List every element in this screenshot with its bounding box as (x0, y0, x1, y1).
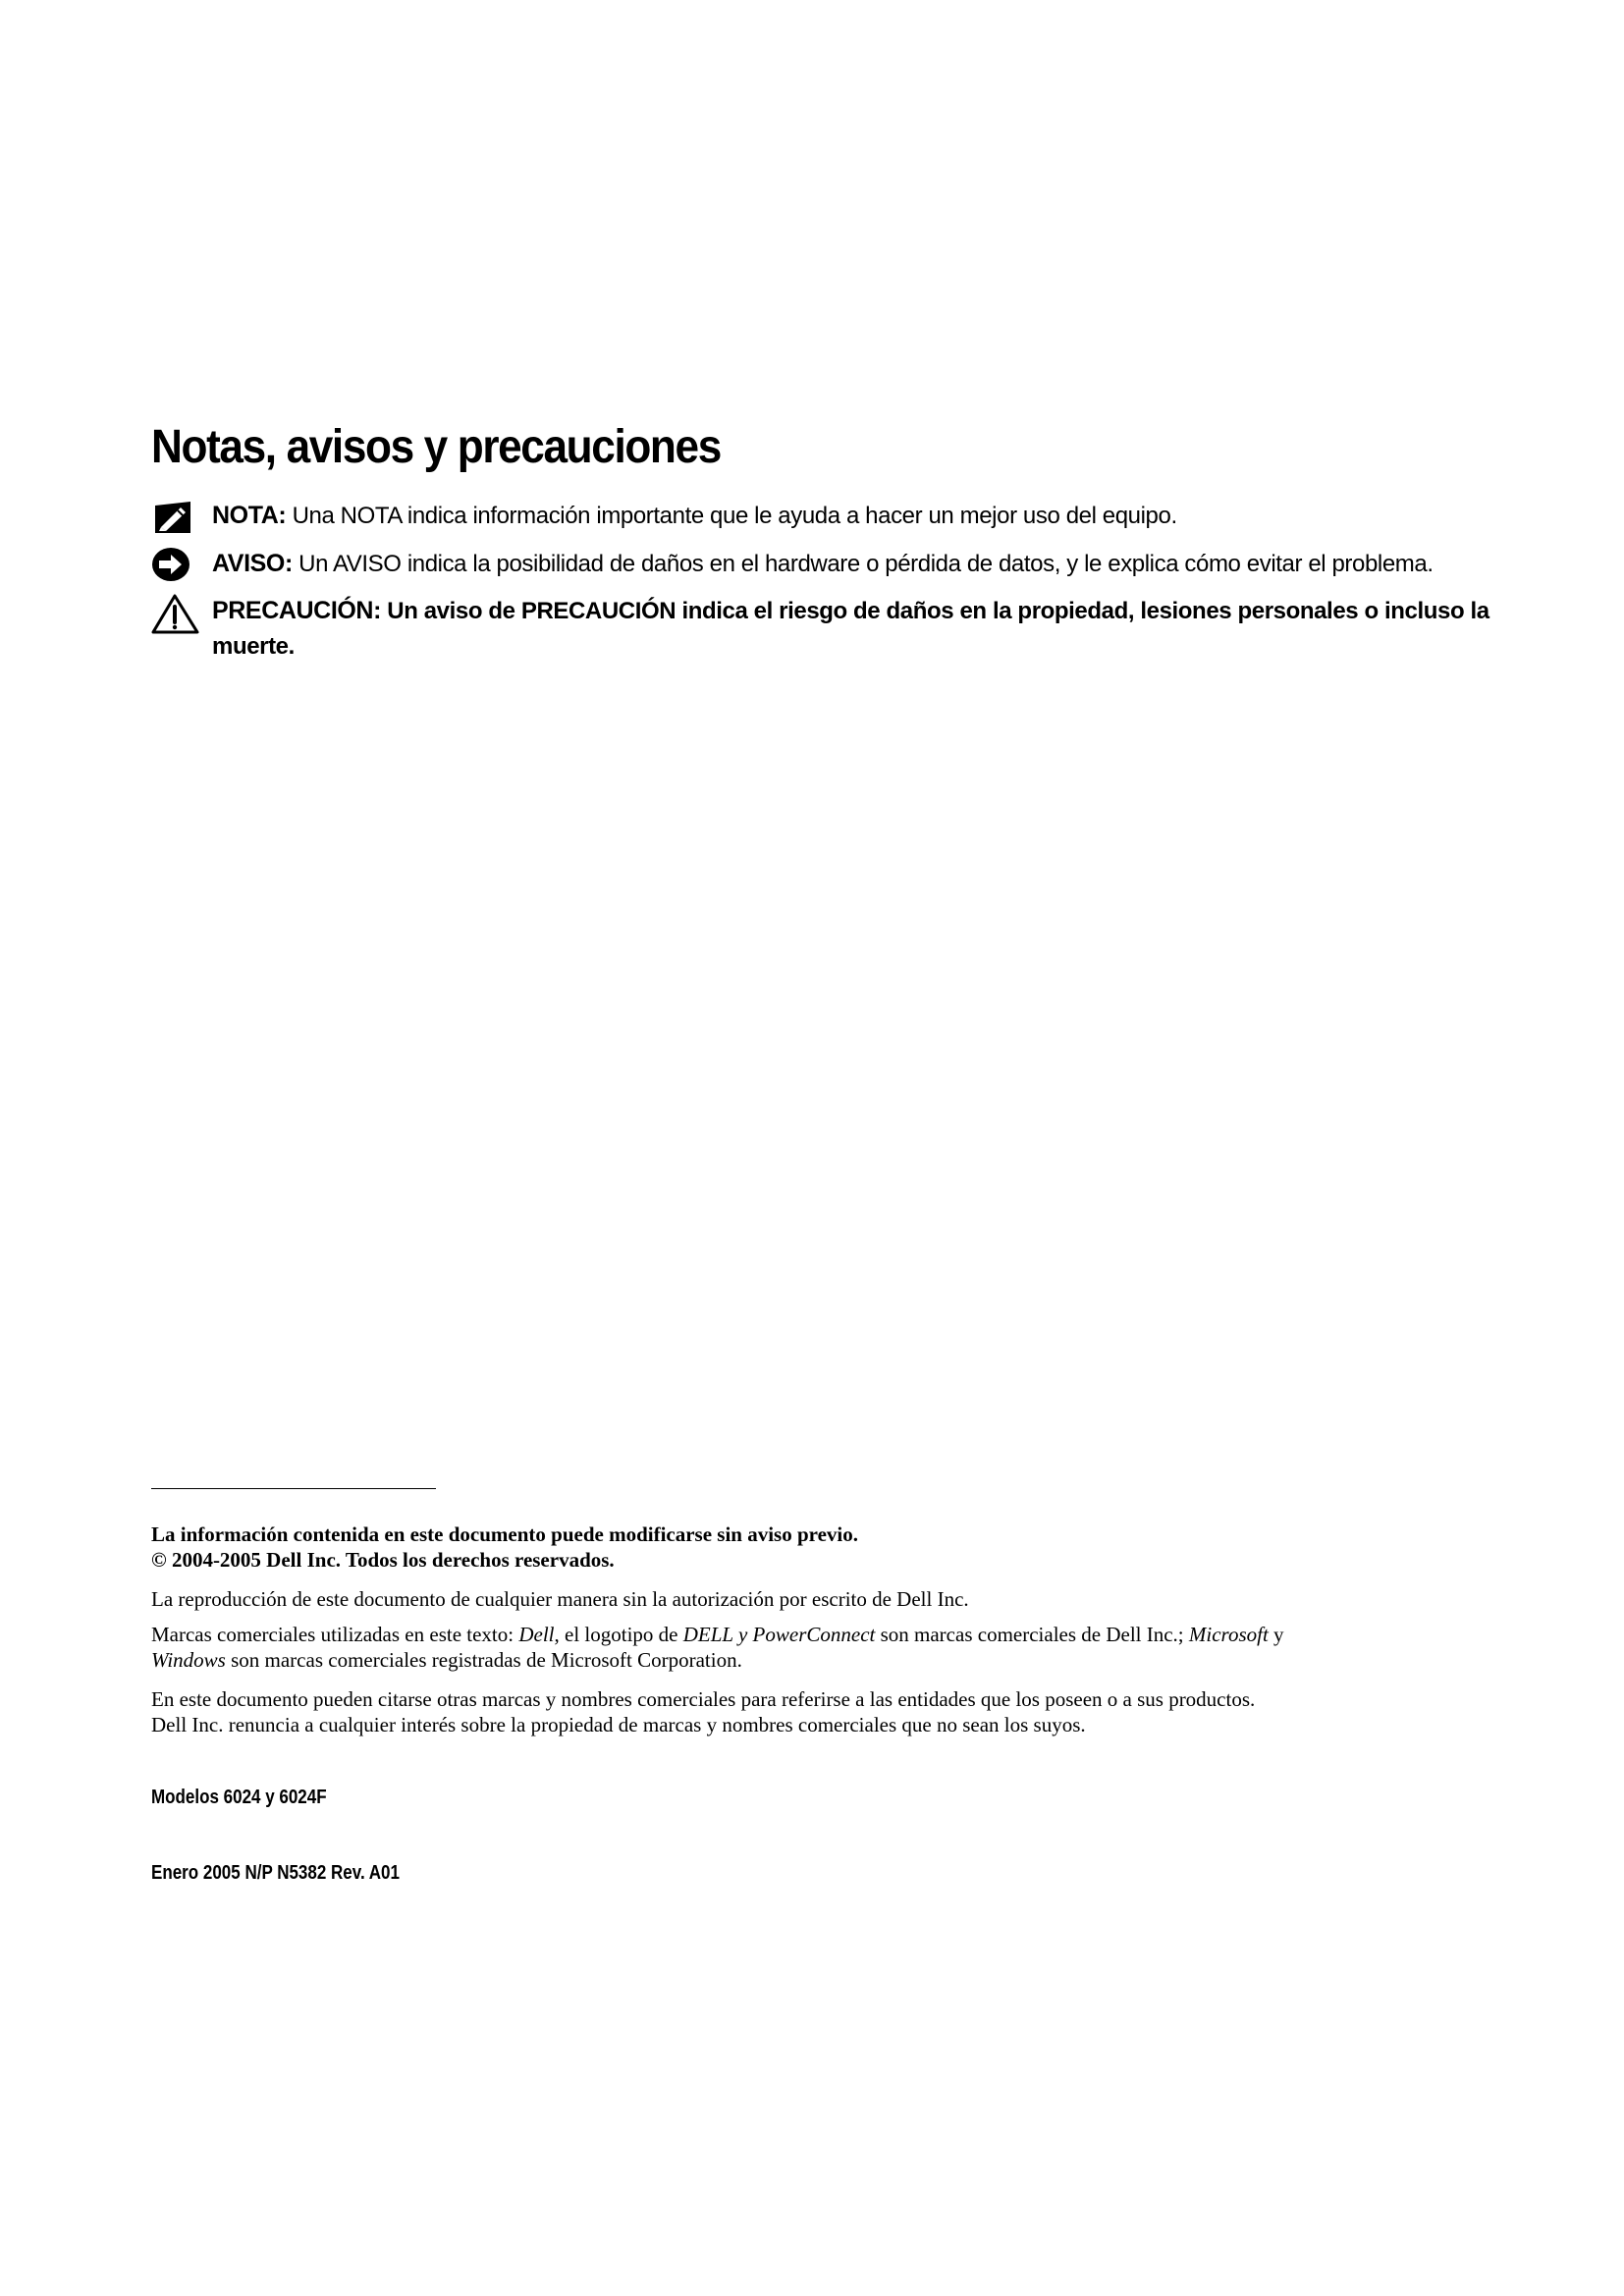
notice-text: Un AVISO indica la posibilidad de daños en el hardware o pérdida de datos, y le explica cómo evitar el problema. (292, 551, 1434, 577)
trademarks-notice (151, 1622, 1467, 1673)
legal-info (151, 1522, 1467, 1573)
trademarks-text: y (732, 1623, 753, 1646)
trademark-dell: Dell (518, 1623, 555, 1646)
trademarks-text: Marcas comerciales utilizadas en este texto: (151, 1623, 519, 1646)
trademark-microsoft: Microsoft (1188, 1623, 1269, 1646)
warning-triangle-icon (151, 593, 194, 630)
other-marks-line1: En este documento pueden citarse otras marcas y nombres comerciales para referirse a las entidades que los poseen o a sus productos. (151, 1687, 1256, 1711)
trademarks-text: son marcas comerciales de Dell Inc.; (875, 1623, 1189, 1646)
other-marks-line2: Dell Inc. renuncia a cualquier interés sobre la propiedad de marcas y nombres comerciales que no sean los suyos. (151, 1713, 1086, 1736)
trademark-dell-logo: DELL (682, 1623, 733, 1646)
caution-text: Un aviso de PRECAUCIÓN indica el riesgo de daños en la propiedad, lesiones personales o incluso la muerte. (212, 598, 1489, 660)
notice-label: AVISO: (212, 550, 293, 577)
footnote-divider (151, 1488, 436, 1489)
note-label: NOTA: (212, 502, 287, 529)
other-marks-notice (151, 1686, 1467, 1737)
trademarks-text: son marcas comerciales registradas de Microsoft Corporation. (225, 1648, 742, 1672)
trademarks-text: y (1268, 1623, 1284, 1646)
reproduction-notice: La reproducción de este documento de cualquier manera sin la autorización por escrito de Dell Inc. (151, 1587, 969, 1611)
copyright-line: © 2004-2005 Dell Inc. Todos los derechos reservados. (151, 1548, 615, 1572)
trademark-windows: Windows (151, 1648, 226, 1672)
revision-info: Enero 2005 N/P N5382 Rev. A01 (151, 1862, 400, 1884)
note-text: Una NOTA indica información importante que le ayuda a hacer un mejor uso del equipo. (286, 503, 1177, 529)
trademark-powerconnect: PowerConnect (752, 1623, 876, 1646)
caution-label: PRECAUCIÓN: (212, 597, 381, 624)
legal-info-line1: La información contenida en este documento puede modificarse sin aviso previo. (151, 1522, 859, 1546)
trademarks-text: , el logotipo de (554, 1623, 683, 1646)
model-numbers: Modelos 6024 y 6024F (151, 1787, 327, 1808)
arrow-notice-icon (151, 546, 194, 583)
page-title: Notas, avisos y precauciones (151, 421, 721, 473)
pencil-note-icon (151, 498, 194, 535)
